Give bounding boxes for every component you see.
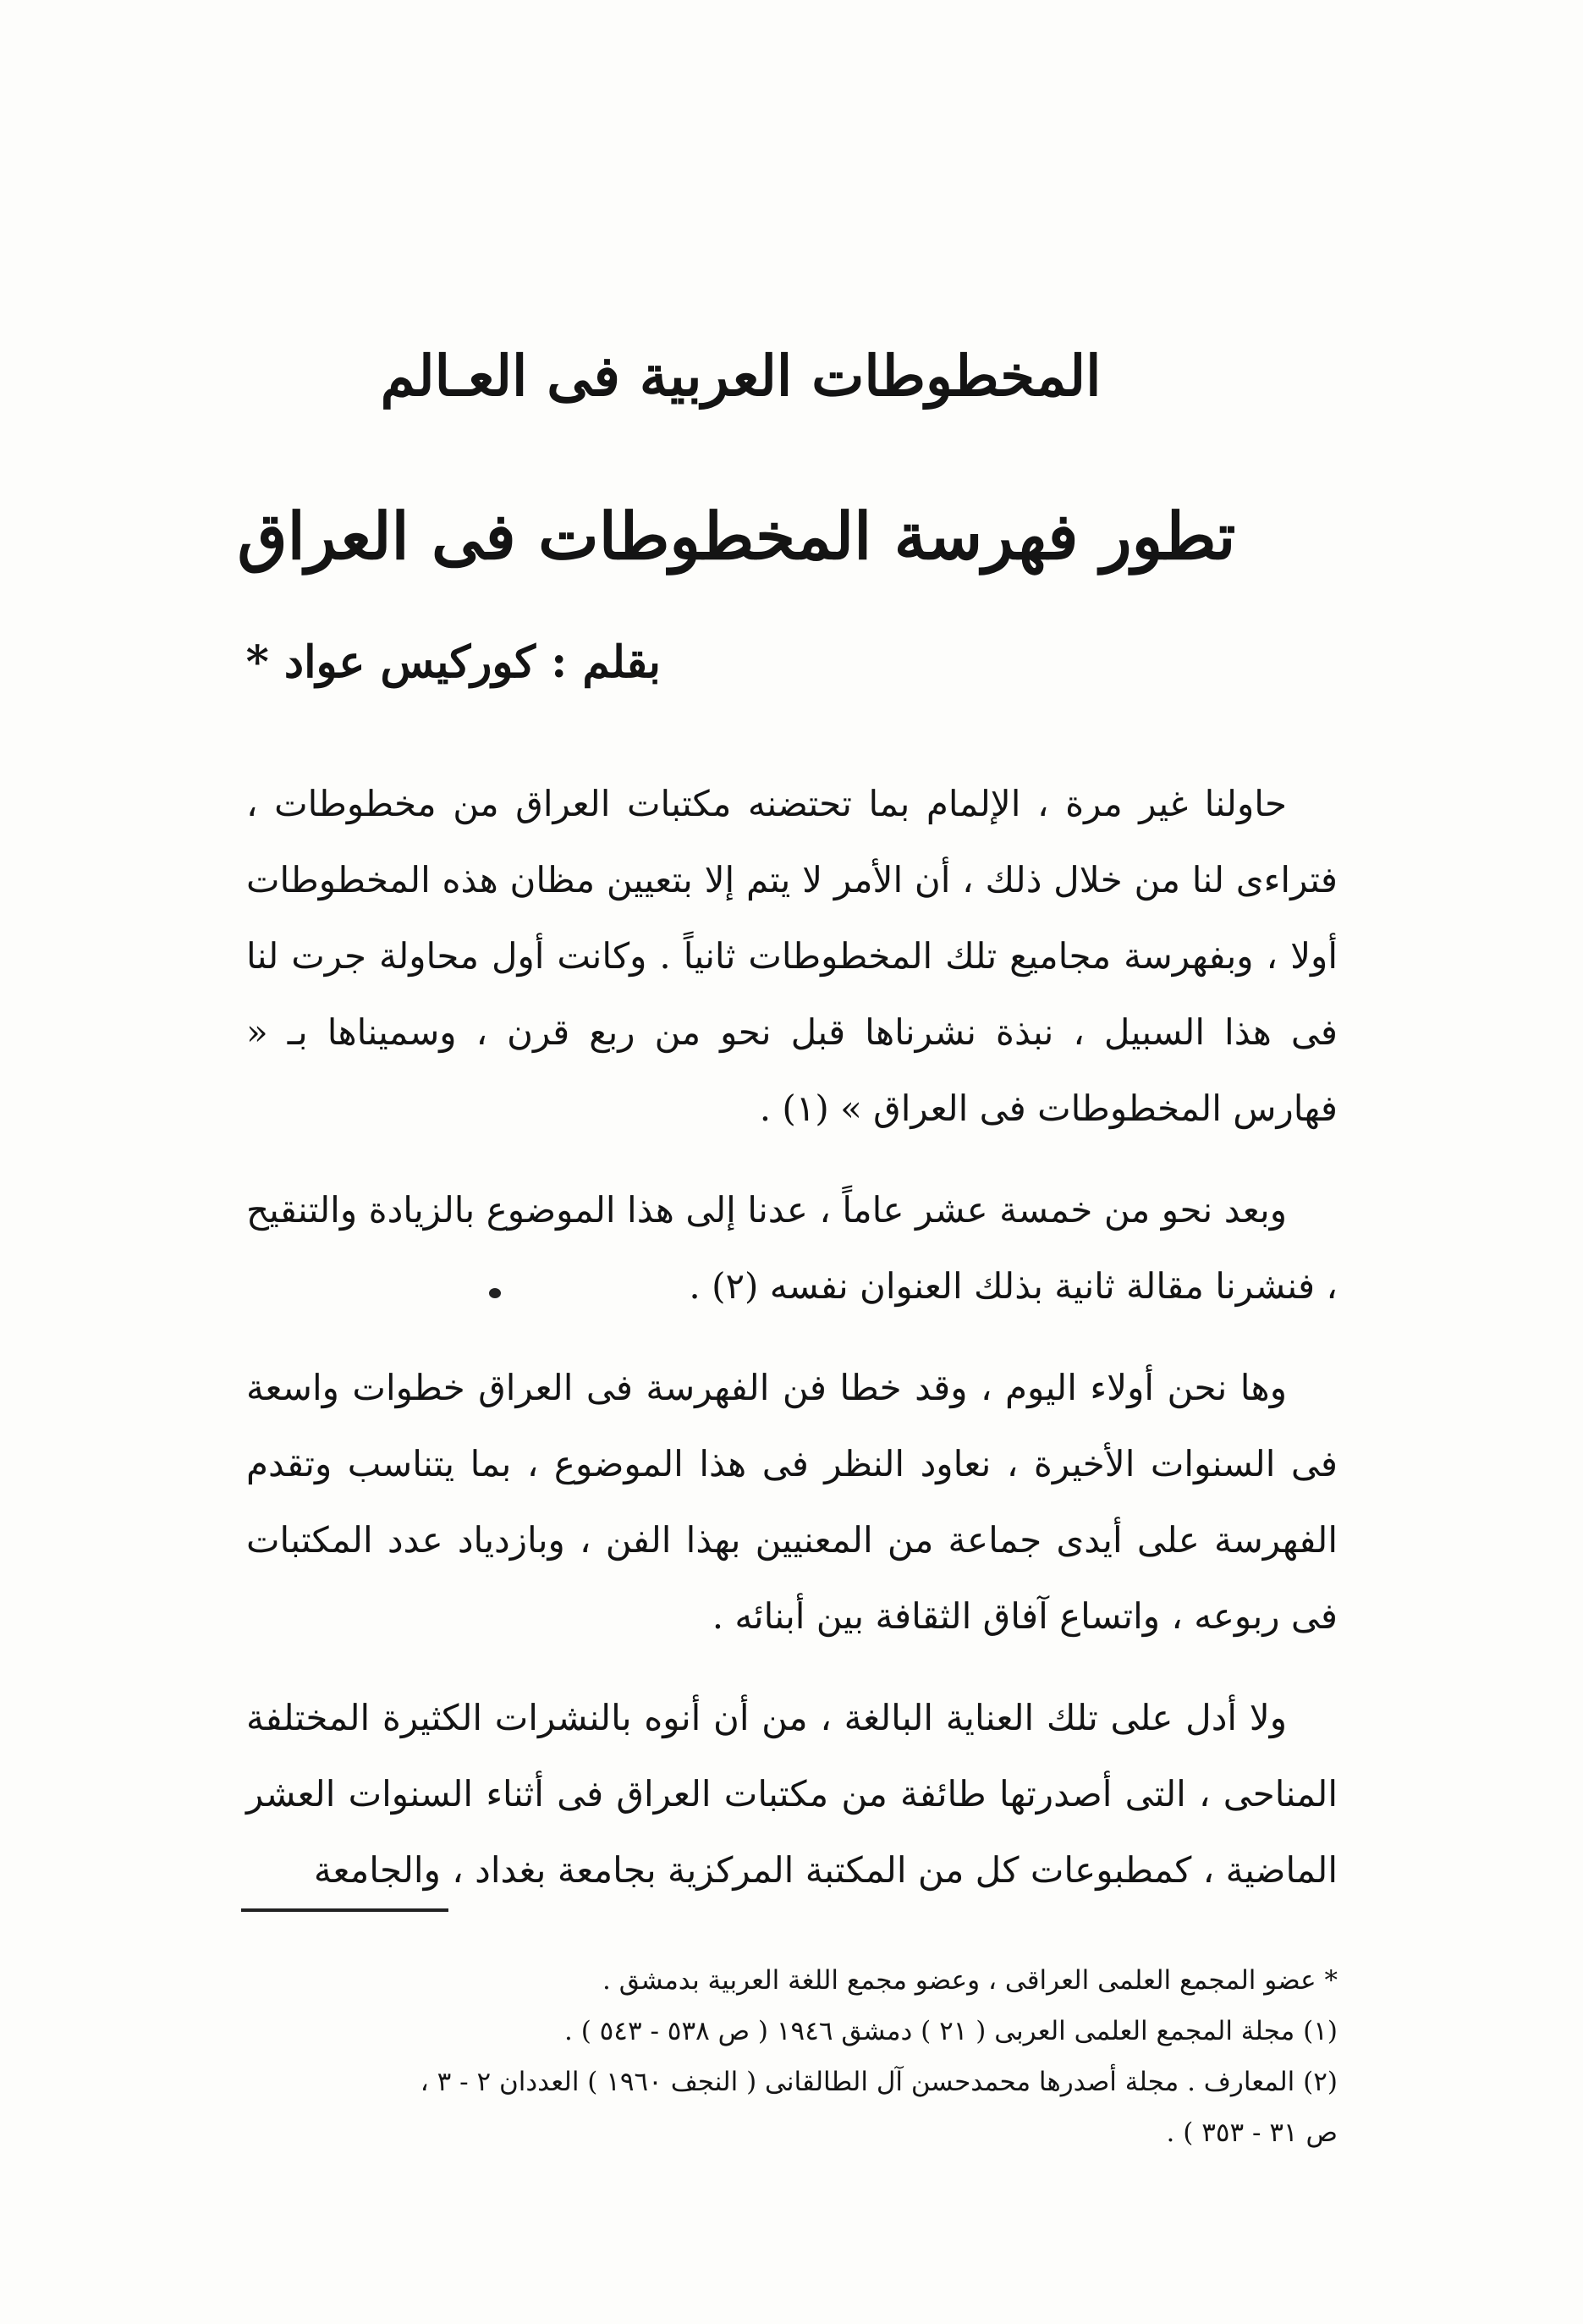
paragraph: ولا أدل على تلك العناية البالغة ، من أن أنوه بالنشرات الكثيرة المختلفة المناحى ، التى أصدرتها طائفة من مكتبات العراق فى أثناء السنوات العشر الماضية ، كمطبوعات كل من المكتبة المركزية بجامعة بغداد ، والجامعة [246,1697,1338,1891]
footnote: (١) مجلة المجمع العلمى العربى ( ٢١ ) دمشق ١٩٤٦ ( ص ٥٣٨ - ٥٤٣ ) . [564,2016,1338,2046]
article-body [246,766,1338,1934]
series-heading: المخطوطات العربية فى العـالم [380,343,1102,409]
article-title: تطور فهرسة المخطوطات فى العراق [237,498,1236,574]
footnotes [246,1955,1338,2158]
paragraph: حاولنا غير مرة ، الإلمام بما تحتضنه مكتبات العراق من مخطوطات ، فتراءى لنا من خلال ذلك ، أن الأمر لا يتم إلا بتعيين مظان هذه المخطوطات أولا ، وبفهرسة مجاميع تلك المخطوطات ثانياً . وكانت أول محاولة جرت لنا فى هذا السبيل ، نبذة نشرناها قبل نحو من ربع قرن ، وسميناها بـ « فهارس المخطوطات فى العراق » (١) . [246,783,1338,1129]
ink-speck [489,1288,501,1298]
footnote: * عضو المجمع العلمى العراقى ، وعضو مجمع اللغة العربية بدمشق . [602,1965,1338,1996]
footnote-continuation: ص ٣١ - ٣٥٣ ) . [1166,2117,1338,2148]
footnote-divider [241,1908,448,1912]
paragraph: وها نحن أولاء اليوم ، وقد خطا فن الفهرسة فى العراق خطوات واسعة فى السنوات الأخيرة ، نعاود النظر فى هذا الموضوع ، بما يتناسب وتقدم الفهرسة على أيدى جماعة من المعنيين بهذا الفن ، وبازدياد عدد المكتبات فى ربوعه ، واتساع آفاق الثقافة بين أبنائه . [246,1367,1338,1637]
footnote: (٢) المعارف . مجلة أصدرها محمدحسن آل الطالقانى ( النجف ١٩٦٠ ) العددان ٢ - ٣ ، [420,2067,1338,2097]
paragraph: وبعد نحو من خمسة عشر عاماً ، عدنا إلى هذا الموضوع بالزيادة والتنقيح ، فنشرنا مقالة ثانية بذلك العنوان نفسه (٢) . [246,1189,1338,1307]
author-byline: بقلم : كوركيس عواد * [245,636,661,688]
